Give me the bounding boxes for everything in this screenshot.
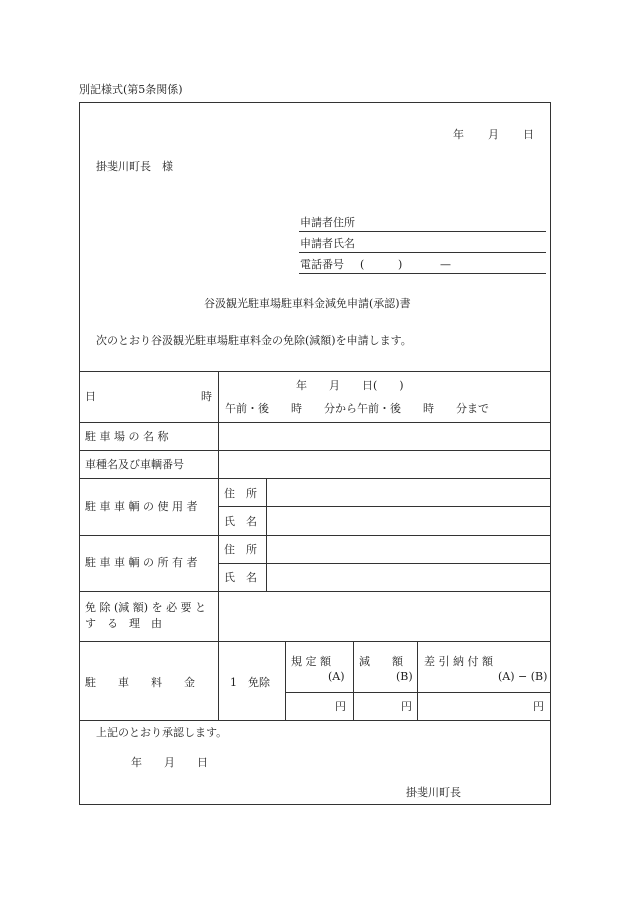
vehicle-field[interactable] [219,451,549,477]
parking-name-field[interactable] [219,423,549,449]
owner-label: 駐 車 車 輌 の 所 有 者 [85,556,198,569]
reason-field[interactable] [219,592,549,640]
applicant-address-label: 申請者住所 [300,216,355,229]
vehicle-label: 車種名及び車輌番号 [85,458,184,471]
form-label: 別記様式(第5条関係) [79,83,183,96]
owner-name-field[interactable] [267,564,549,590]
top-date-year: 年 [453,128,464,141]
fee-net-amount-label: 差 引 納 付 額 [424,655,493,668]
approval-statement: 上記のとおり承認します。 [96,726,228,739]
table-line [79,641,551,642]
fee-discount-mark: (B) [396,670,413,683]
user-name-field[interactable] [267,507,549,534]
phone-paren-open: ( [360,258,365,271]
datetime-label-left: 日 [85,390,96,403]
datetime-time-line[interactable]: 午前・後 時 分から午前・後 時 分まで [225,402,489,415]
fee-net-yen: 円 [533,700,544,713]
applicant-name-label: 申請者氏名 [300,237,355,250]
addressee: 掛斐川町長 様 [96,160,173,173]
user-address-field[interactable] [267,479,549,505]
fee-label: 駐 車 料 金 [85,676,195,689]
user-label: 駐 車 車 輌 の 使 用 者 [85,500,198,513]
parking-name-label: 駐 車 場 の 名 称 [85,430,169,443]
applicant-phone-line[interactable] [299,273,546,274]
approval-date[interactable]: 年 月 日 [131,756,208,769]
intro-text: 次のとおり谷汲観光駐車場駐車料金の免除(減額)を申請します。 [96,334,412,347]
reason-label-line2: す る 理 由 [85,617,162,630]
user-name-label: 氏 名 [224,515,257,528]
reason-label-line1: 免 除 (減 額) を 必 要 と [85,601,207,614]
phone-dash: — [440,258,451,271]
applicant-name-line[interactable] [299,252,546,253]
fee-std-amount-label: 規 定 額 [291,655,331,668]
applicant-address-line[interactable] [299,231,546,232]
table-line [79,371,551,372]
datetime-label-right: 時 [201,390,212,403]
applicant-phone-label: 電話番号 [300,258,344,271]
owner-address-field[interactable] [267,536,549,562]
fee-discount-label: 減 額 [359,655,403,668]
table-line [285,641,286,720]
table-line [79,720,551,721]
phone-paren-close: ) [398,258,403,271]
fee-option[interactable]: 1 免除 [230,676,270,689]
owner-address-label: 住 所 [224,543,257,556]
fee-net-formula: (A) − (B) [498,670,548,683]
table-line [417,641,418,720]
owner-name-label: 氏 名 [224,571,257,584]
table-line [353,641,354,720]
fee-std-yen: 円 [335,700,346,713]
datetime-date-line[interactable]: 年 月 日( ) [296,379,404,392]
top-date-month: 月 [488,128,499,141]
top-date-day: 日 [523,128,534,141]
form-title: 谷汲観光駐車場駐車料金減免申請(承認)書 [204,297,411,310]
fee-discount-yen: 円 [401,700,412,713]
table-line [285,692,551,693]
fee-std-mark: (A) [328,670,345,683]
approval-signer: 掛斐川町長 [406,786,461,799]
user-address-label: 住 所 [224,487,257,500]
